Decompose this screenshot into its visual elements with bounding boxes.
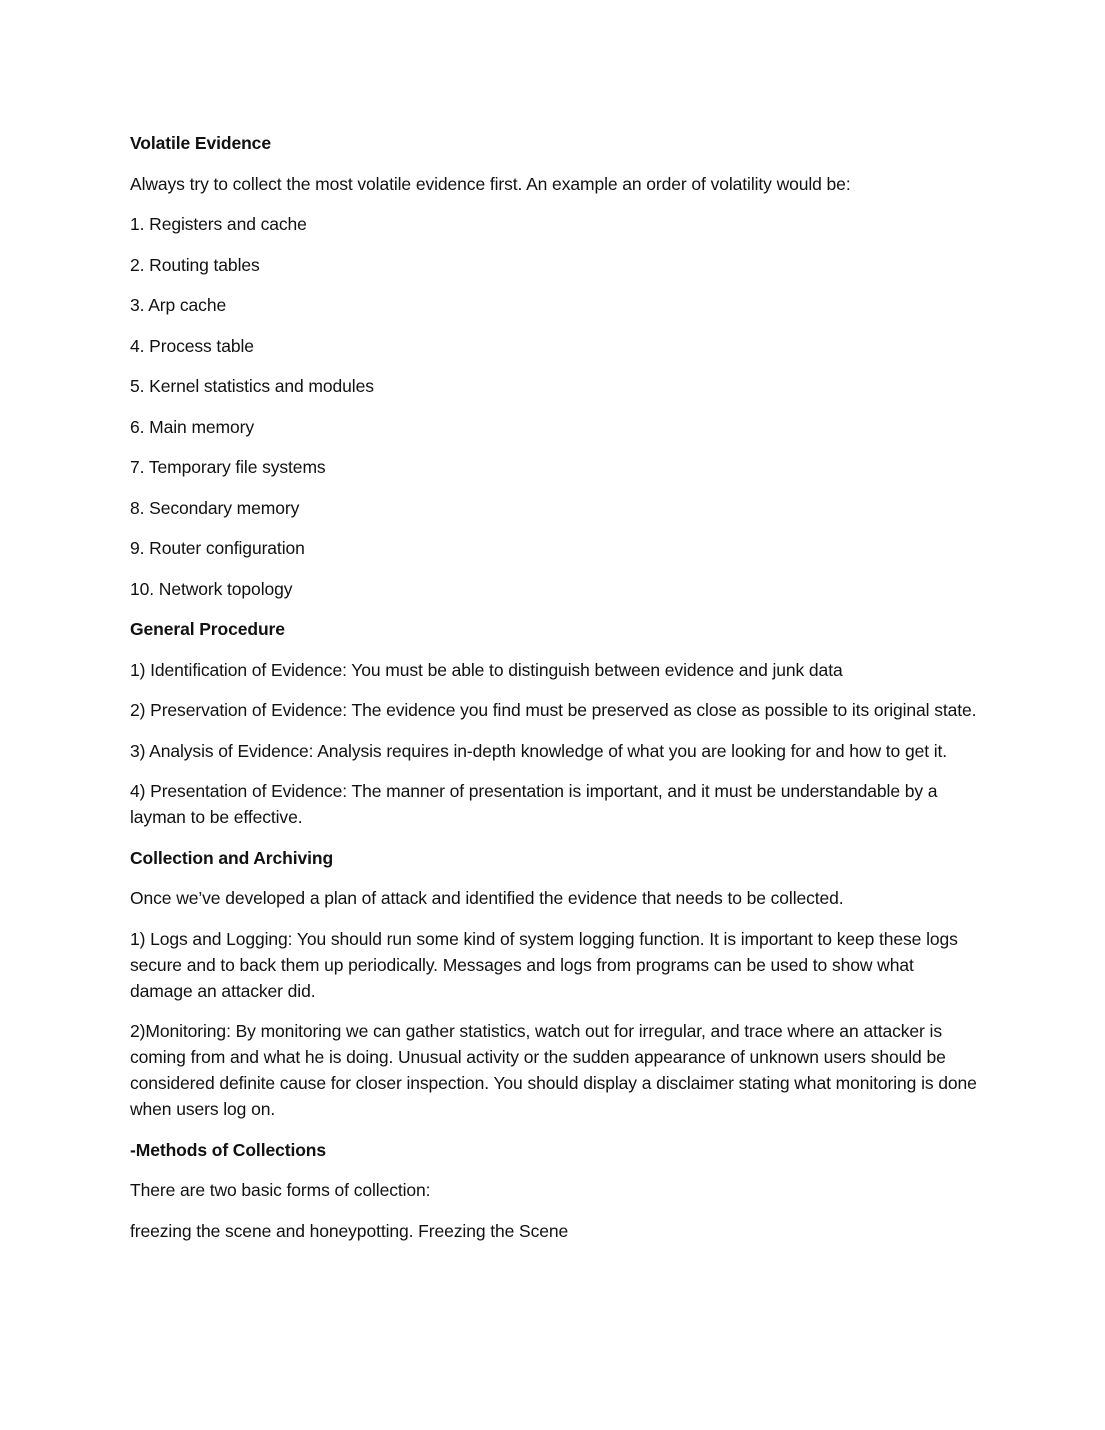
list-item: 7. Temporary file systems bbox=[130, 457, 326, 477]
procedure-item: 3) Analysis of Evidence: Analysis requires in-depth knowledge of what you are looking for and how to get it. bbox=[130, 740, 948, 761]
list-item: 2. Routing tables bbox=[130, 254, 260, 275]
document-page bbox=[130, 130, 980, 1258]
collection-item: 2)Monitoring: By monitoring we can gather statistics, watch out for irregular, and trace where an attacker is coming from and what he is doing. Unusual activity or the sudden appearance of unknown users should be considered definite cause for closer inspection. You should display a disclaimer stating what monitoring is done when users log on. bbox=[130, 1021, 977, 1119]
collection-item: 1) Logs and Logging: You should run some kind of system logging function. It is important to keep these logs secure and to back them up periodically. Messages and logs from programs can be used to show what damage an attacker did. bbox=[130, 928, 958, 1001]
collection-intro: Once we’ve developed a plan of attack and identified the evidence that needs to be collected. bbox=[130, 888, 844, 908]
list-item: 10. Network topology bbox=[130, 578, 293, 599]
list-item: 8. Secondary memory bbox=[130, 497, 300, 518]
list-item: 6. Main memory bbox=[130, 416, 255, 437]
heading-general-procedure: General Procedure bbox=[130, 619, 285, 639]
methods-line: freezing the scene and honeypotting. Freezing the Scene bbox=[130, 1220, 569, 1241]
intro-paragraph: Always try to collect the most volatile evidence first. An example an order of volatility would be: bbox=[130, 173, 851, 194]
list-item: 1. Registers and cache bbox=[130, 214, 307, 234]
heading-volatile-evidence: Volatile Evidence bbox=[130, 133, 271, 153]
heading-methods-collections: -Methods of Collections bbox=[130, 1139, 327, 1160]
methods-intro: There are two basic forms of collection: bbox=[130, 1180, 431, 1200]
heading-collection-archiving: Collection and Archiving bbox=[130, 847, 334, 868]
procedure-item: 4) Presentation of Evidence: The manner of presentation is important, and it must be understandable by a layman to be effective. bbox=[130, 781, 938, 827]
list-item: 3. Arp cache bbox=[130, 295, 227, 315]
list-item: 5. Kernel statistics and modules bbox=[130, 376, 374, 396]
procedure-item: 2) Preservation of Evidence: The evidence you find must be preserved as close as possible to its original state. bbox=[130, 700, 977, 720]
procedure-item: 1) Identification of Evidence: You must be able to distinguish between evidence and junk data bbox=[130, 659, 843, 680]
list-item: 4. Process table bbox=[130, 335, 254, 356]
list-item: 9. Router configuration bbox=[130, 538, 305, 558]
